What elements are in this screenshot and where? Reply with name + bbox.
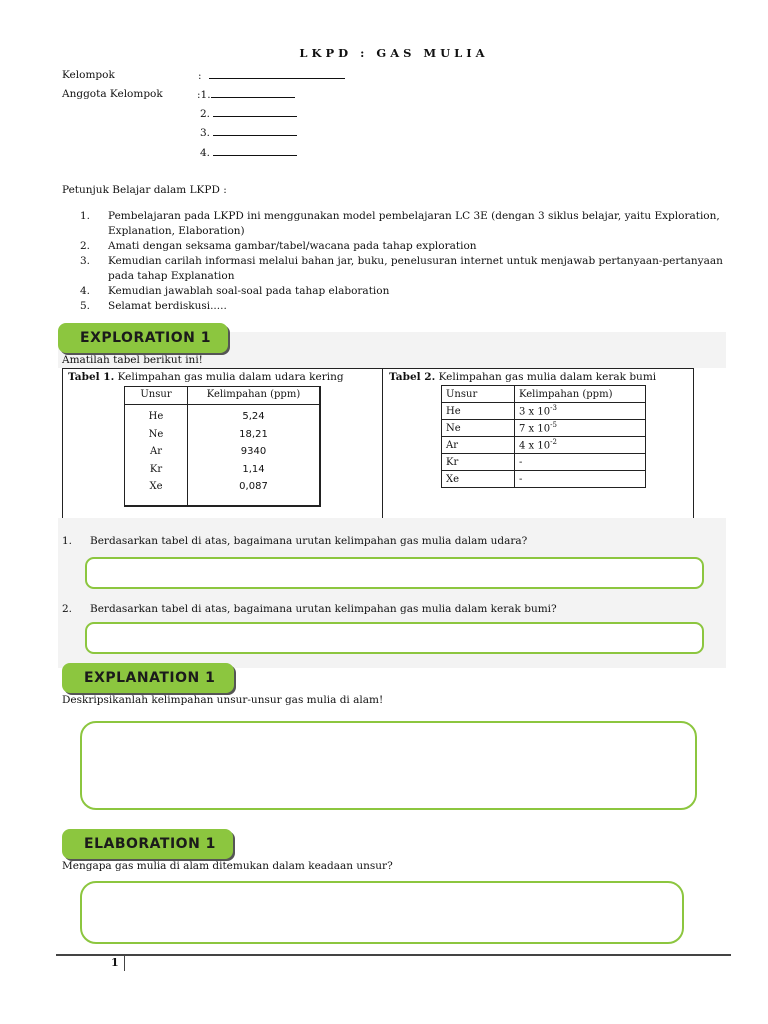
elaboration-answer-box[interactable] <box>80 881 684 944</box>
instructions-heading: Petunjuk Belajar dalam LKPD : <box>62 184 227 196</box>
table-row <box>442 471 646 488</box>
list-item-text: Pembelajaran pada LKPD ini menggunakan model pembelajaran LC 3E (dengan 3 siklus belajar, yaitu Exploration, Explanation, Elaboration) <box>108 210 720 237</box>
table2-caption-bold: Tabel 2. <box>389 371 436 383</box>
table-row <box>125 443 320 461</box>
table2 <box>441 385 646 488</box>
table2-caption <box>389 371 656 383</box>
instructions-list <box>80 209 730 314</box>
anggota-label: Anggota Kelompok <box>62 88 163 100</box>
table-cell: 9340 <box>240 446 267 457</box>
table-row <box>442 437 646 454</box>
list-item-num: 2. <box>80 240 91 252</box>
kelompok-label: Kelompok <box>62 69 115 81</box>
member-num: 3. <box>200 127 211 139</box>
member-field-1[interactable] <box>197 88 295 101</box>
table1-body <box>125 408 320 496</box>
list-item <box>80 209 730 239</box>
table-row <box>442 420 646 437</box>
table2-header-kelimpahan: Kelimpahan (ppm) <box>515 386 646 403</box>
list-item <box>80 239 730 254</box>
page-number: 1 <box>111 956 119 969</box>
table-cell: - <box>515 454 646 471</box>
table1 <box>124 386 321 507</box>
kelompok-blank <box>209 69 345 79</box>
list-item <box>80 299 730 314</box>
table1-header-kelimpahan: Kelimpahan (ppm) <box>206 389 301 400</box>
table-cell: 3 x $10^{-3}$ <box>515 403 646 420</box>
member-blank <box>213 126 297 136</box>
list-item-num: 1. <box>80 210 91 222</box>
table-row <box>125 478 320 496</box>
table2-caption-text: Kelimpahan gas mulia dalam kerak bumi <box>435 371 657 383</box>
list-item-text: Selamat berdiskusi..... <box>108 300 227 312</box>
member-num: :1. <box>197 89 211 101</box>
table-cell: Ar <box>442 437 515 454</box>
question-num: 2. <box>62 603 73 615</box>
member-blank <box>213 107 297 117</box>
table1-header-unsur: Unsur <box>140 389 172 400</box>
explanation-badge: EXPLANATION 1 <box>62 663 234 693</box>
table-cell: 1,14 <box>242 463 265 475</box>
table-row <box>442 454 646 471</box>
table1-header-divider <box>125 404 320 405</box>
exploration-badge: EXPLORATION 1 <box>58 323 228 353</box>
question-2 <box>62 603 557 615</box>
list-item <box>80 284 730 299</box>
table-cell: Ar <box>149 446 162 457</box>
table-cell: He <box>148 411 164 422</box>
tables-divider <box>382 368 383 518</box>
member-blank <box>211 88 295 98</box>
list-item-text: Kemudian jawablah soal-soal pada tahap elaboration <box>108 285 390 297</box>
member-field-2[interactable] <box>200 107 297 120</box>
question-1 <box>62 535 527 547</box>
table-cell: 4 x $10^{-2}$ <box>515 437 646 454</box>
elaboration-prompt: Mengapa gas mulia di alam ditemukan dalam keadaan unsur? <box>62 860 393 872</box>
list-item-num: 4. <box>80 285 91 297</box>
page-title: LKPD : GAS MULIA <box>299 46 489 60</box>
table-cell: - <box>515 471 646 488</box>
list-item-num: 5. <box>80 300 91 312</box>
table2-header-unsur: Unsur <box>442 386 515 403</box>
list-item-text: Kemudian carilah informasi melalui bahan jar, buku, penelusuran internet untuk menjawab pertanyaan-pertanyaan pada tahap Explanation <box>108 255 723 282</box>
member-field-3[interactable] <box>200 126 297 139</box>
table-row <box>442 403 646 420</box>
table-row <box>125 426 320 444</box>
table-row <box>125 408 320 426</box>
answer-box-1[interactable] <box>85 557 704 589</box>
kelompok-field[interactable] <box>198 69 345 82</box>
question-text: Berdasarkan tabel di atas, bagaimana urutan kelimpahan gas mulia dalam udara? <box>90 535 528 547</box>
table-cell: Xe <box>149 481 163 492</box>
table-cell: He <box>442 403 515 420</box>
table1-caption-bold: Tabel 1. <box>68 371 115 383</box>
table-cell: 5,24 <box>242 411 265 422</box>
table-cell: 0,087 <box>239 481 268 492</box>
footer-rule <box>56 954 731 956</box>
member-blank <box>213 146 297 156</box>
list-item <box>80 254 730 284</box>
table-header-row <box>442 386 646 403</box>
elaboration-badge: ELABORATION 1 <box>62 829 233 859</box>
question-num: 1. <box>62 535 73 547</box>
table-row <box>125 461 320 479</box>
kelompok-sep: : <box>198 70 202 82</box>
table-cell: Kr <box>149 463 163 475</box>
table-cell: 18,21 <box>239 428 268 440</box>
table1-caption <box>68 371 344 383</box>
explanation-prompt: Deskripsikanlah kelimpahan unsur-unsur gas mulia di alam! <box>62 694 384 706</box>
table-cell: 7 x $10^{-5}$ <box>515 420 646 437</box>
answer-box-2[interactable] <box>85 622 704 654</box>
table-cell: Xe <box>442 471 515 488</box>
explanation-answer-box[interactable] <box>80 721 697 810</box>
list-item-text: Amati dengan seksama gambar/tabel/wacana pada tahap exploration <box>108 240 477 252</box>
list-item-num: 3. <box>80 255 91 267</box>
table-cell: Ne <box>148 428 164 440</box>
exploration-intro: Amatilah tabel berikut ini! <box>62 354 203 366</box>
member-num: 2. <box>200 108 211 120</box>
table-cell: Ne <box>442 420 515 437</box>
member-num: 4. <box>200 147 211 159</box>
table-cell: Kr <box>442 454 515 471</box>
question-text: Berdasarkan tabel di atas, bagaimana urutan kelimpahan gas mulia dalam kerak bumi? <box>90 603 557 615</box>
table1-caption-text: Kelimpahan gas mulia dalam udara kering <box>114 371 344 383</box>
page-number-divider <box>124 956 125 971</box>
member-field-4[interactable] <box>200 146 297 159</box>
